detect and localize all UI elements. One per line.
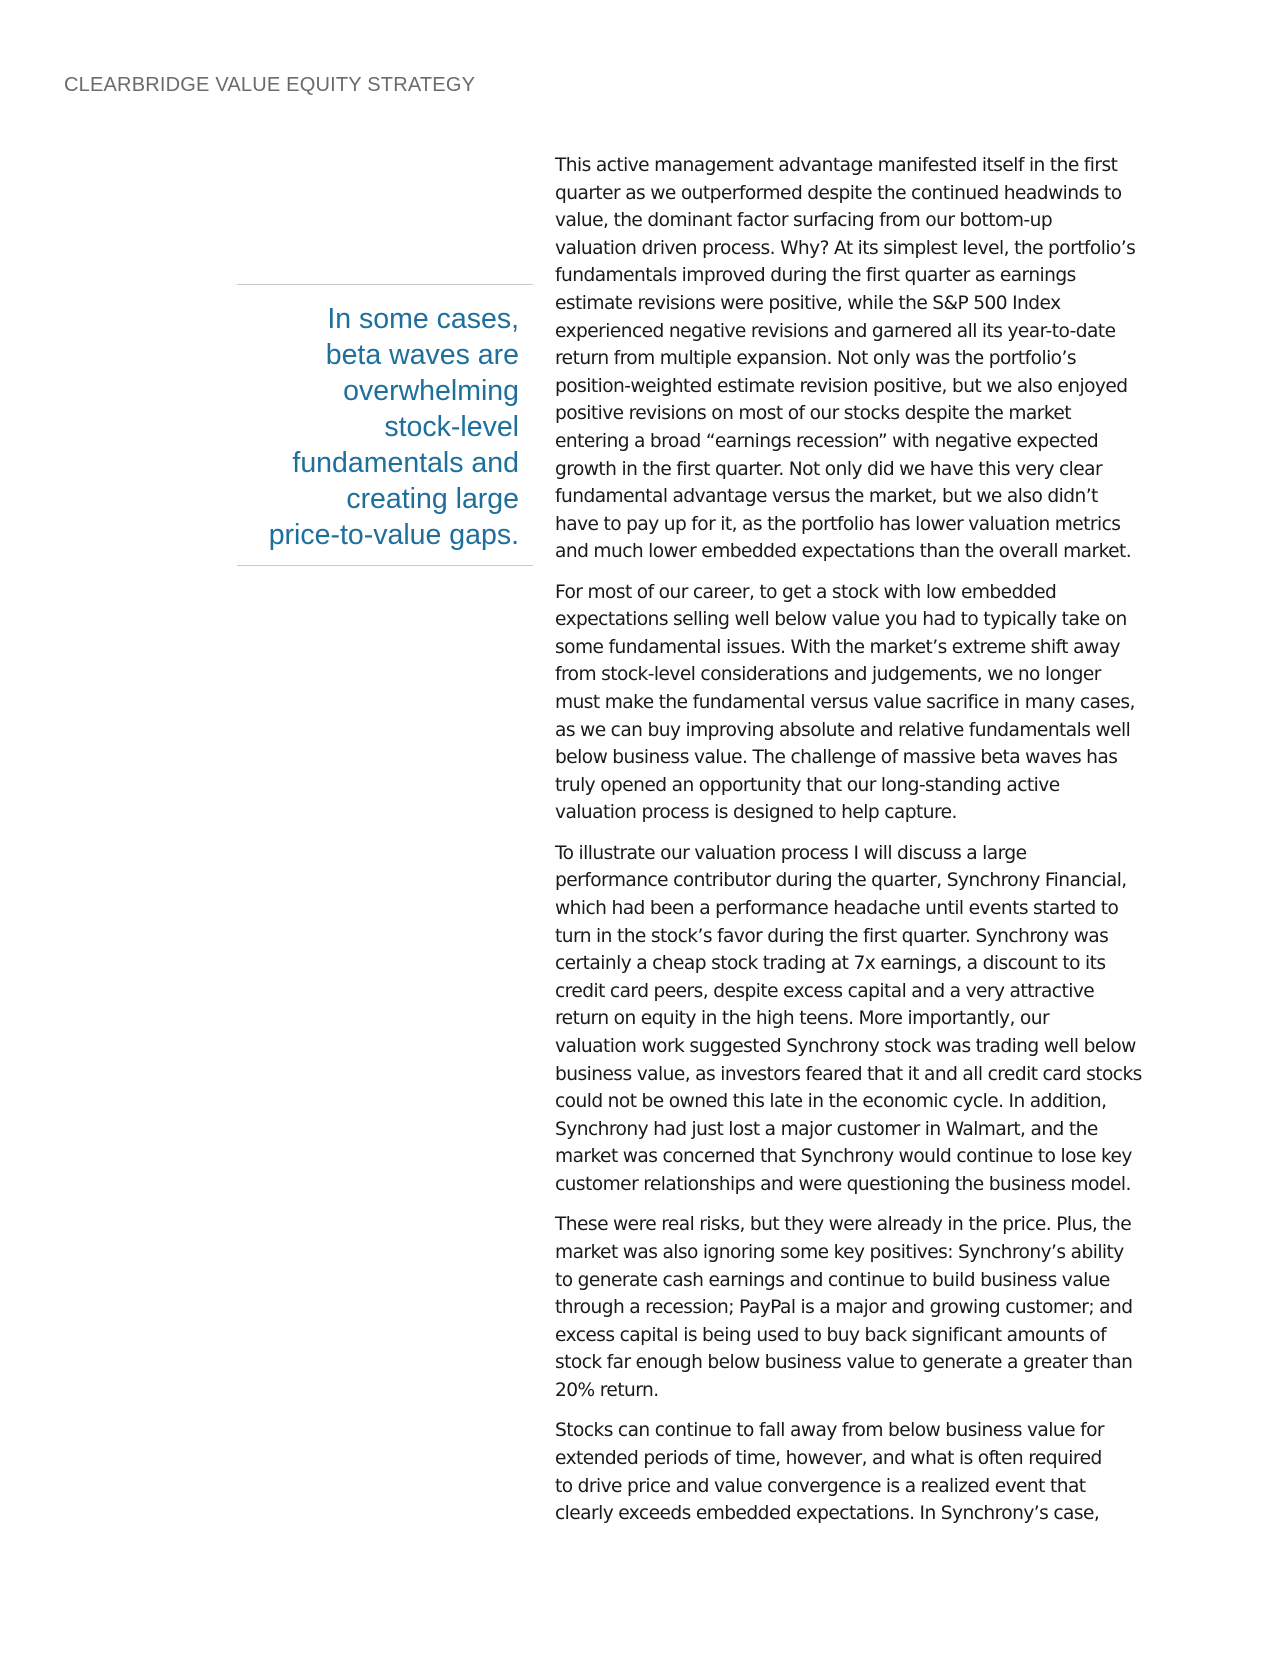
body-paragraph-4 bbox=[555, 1211, 1165, 1404]
text-line: value, the dominant factor surfacing from our bottom-up bbox=[555, 210, 1053, 232]
text-line: must make the fundamental versus value sacrifice in many cases, bbox=[555, 692, 1135, 714]
text-line: experienced negative revisions and garnered all its year-to-date bbox=[555, 320, 1116, 342]
text-line: growth in the first quarter. Not only did we have this very clear bbox=[555, 458, 1103, 480]
text-line: fundamental advantage versus the market, but we also didn’t bbox=[555, 486, 1098, 508]
text-line: as we can buy improving absolute and relative fundamentals well bbox=[555, 719, 1131, 741]
text-line: truly opened an opportunity that our long-standing active bbox=[555, 774, 1060, 796]
pull-quote-line: price-to-value gaps. bbox=[268, 519, 519, 551]
text-line: customer relationships and were questioning the business model. bbox=[555, 1173, 1131, 1195]
text-line: fundamentals improved during the first quarter as earnings bbox=[555, 265, 1076, 287]
text-line: Stocks can continue to fall away from below business value for bbox=[555, 1420, 1104, 1442]
text-line: have to pay up for it, as the portfolio has lower valuation metrics bbox=[555, 513, 1121, 535]
text-line: position-weighted estimate revision positive, but we also enjoyed bbox=[555, 375, 1128, 397]
pull-quote bbox=[237, 284, 533, 566]
text-line: valuation process is designed to help capture. bbox=[555, 802, 957, 824]
body-paragraph-1 bbox=[555, 152, 1165, 566]
text-line: This active management advantage manifested itself in the first bbox=[555, 155, 1118, 176]
text-line: estimate revisions were positive, while the S&P 500 Index bbox=[555, 292, 1061, 314]
text-line: credit card peers, despite excess capital and a very attractive bbox=[555, 980, 1095, 1002]
body-text-column bbox=[555, 152, 1165, 1540]
text-line: market was concerned that Synchrony would continue to lose key bbox=[555, 1146, 1132, 1168]
text-line: positive revisions on most of our stocks despite the market bbox=[555, 403, 1072, 425]
text-line: To illustrate our valuation process I will discuss a large bbox=[555, 842, 1027, 864]
pull-quote-line: beta waves are bbox=[325, 339, 519, 371]
pull-quote-text bbox=[239, 301, 519, 553]
text-line: turn in the stock’s favor during the first quarter. Synchrony was bbox=[555, 925, 1109, 947]
text-line: clearly exceeds embedded expectations. In Synchrony’s case, bbox=[555, 1503, 1100, 1525]
text-line: valuation driven process. Why? At its simplest level, the portfolio’s bbox=[555, 237, 1136, 259]
pull-quote-line: In some cases, bbox=[327, 303, 519, 335]
text-line: from stock-level considerations and judgements, we no longer bbox=[555, 664, 1101, 686]
text-line: through a recession; PayPal is a major and growing customer; and bbox=[555, 1297, 1133, 1319]
body-paragraph-2 bbox=[555, 579, 1165, 827]
pull-quote-line: creating large bbox=[346, 483, 519, 515]
text-line: return from multiple expansion. Not only was the portfolio’s bbox=[555, 348, 1077, 370]
text-line: stock far enough below business value to generate a greater than bbox=[555, 1352, 1133, 1374]
text-line: market was also ignoring some key positives: Synchrony’s ability bbox=[555, 1241, 1124, 1263]
pull-quote-line: stock-level bbox=[384, 411, 519, 443]
text-line: valuation work suggested Synchrony stock was trading well below bbox=[555, 1036, 1136, 1057]
text-line: extended periods of time, however, and what is often required bbox=[555, 1447, 1102, 1469]
text-line: which had been a performance headache until events started to bbox=[555, 898, 1119, 920]
text-line: excess capital is being used to buy back significant amounts of bbox=[555, 1324, 1107, 1346]
text-line: certainly a cheap stock trading at 7x earnings, a discount to its bbox=[555, 953, 1106, 975]
page-header-title: CLEARBRIDGE VALUE EQUITY STRATEGY bbox=[64, 74, 476, 96]
pull-quote-line: overwhelming bbox=[343, 375, 519, 407]
text-line: Synchrony had just lost a major customer in Walmart, and the bbox=[555, 1118, 1098, 1140]
text-line: performance contributor during the quarter, Synchrony Financial, bbox=[555, 870, 1127, 892]
text-line: expectations selling well below value you had to typically take on bbox=[555, 609, 1127, 631]
pull-quote-line: fundamentals and bbox=[292, 447, 519, 479]
text-line: below business value. The challenge of massive beta waves has bbox=[555, 747, 1118, 769]
body-paragraph-3 bbox=[555, 840, 1165, 1199]
text-line: These were real risks, but they were already in the price. Plus, the bbox=[555, 1214, 1132, 1236]
text-line: business value, as investors feared that it and all credit card stocks bbox=[555, 1063, 1142, 1085]
text-line: For most of our career, to get a stock with low embedded bbox=[555, 581, 1057, 603]
text-line: and much lower embedded expectations than the overall market. bbox=[555, 541, 1132, 563]
text-line: entering a broad “earnings recession” with negative expected bbox=[555, 430, 1099, 452]
text-line: 20% return. bbox=[555, 1379, 659, 1401]
text-line: to generate cash earnings and continue to build business value bbox=[555, 1269, 1110, 1291]
text-line: to drive price and value convergence is a realized event that bbox=[555, 1475, 1086, 1497]
body-paragraph-5 bbox=[555, 1417, 1165, 1527]
text-line: some fundamental issues. With the market’s extreme shift away bbox=[555, 636, 1120, 658]
text-line: return on equity in the high teens. More importantly, our bbox=[555, 1008, 1050, 1030]
text-line: quarter as we outperformed despite the continued headwinds to bbox=[555, 182, 1122, 204]
text-line: could not be owned this late in the economic cycle. In addition, bbox=[555, 1091, 1107, 1113]
